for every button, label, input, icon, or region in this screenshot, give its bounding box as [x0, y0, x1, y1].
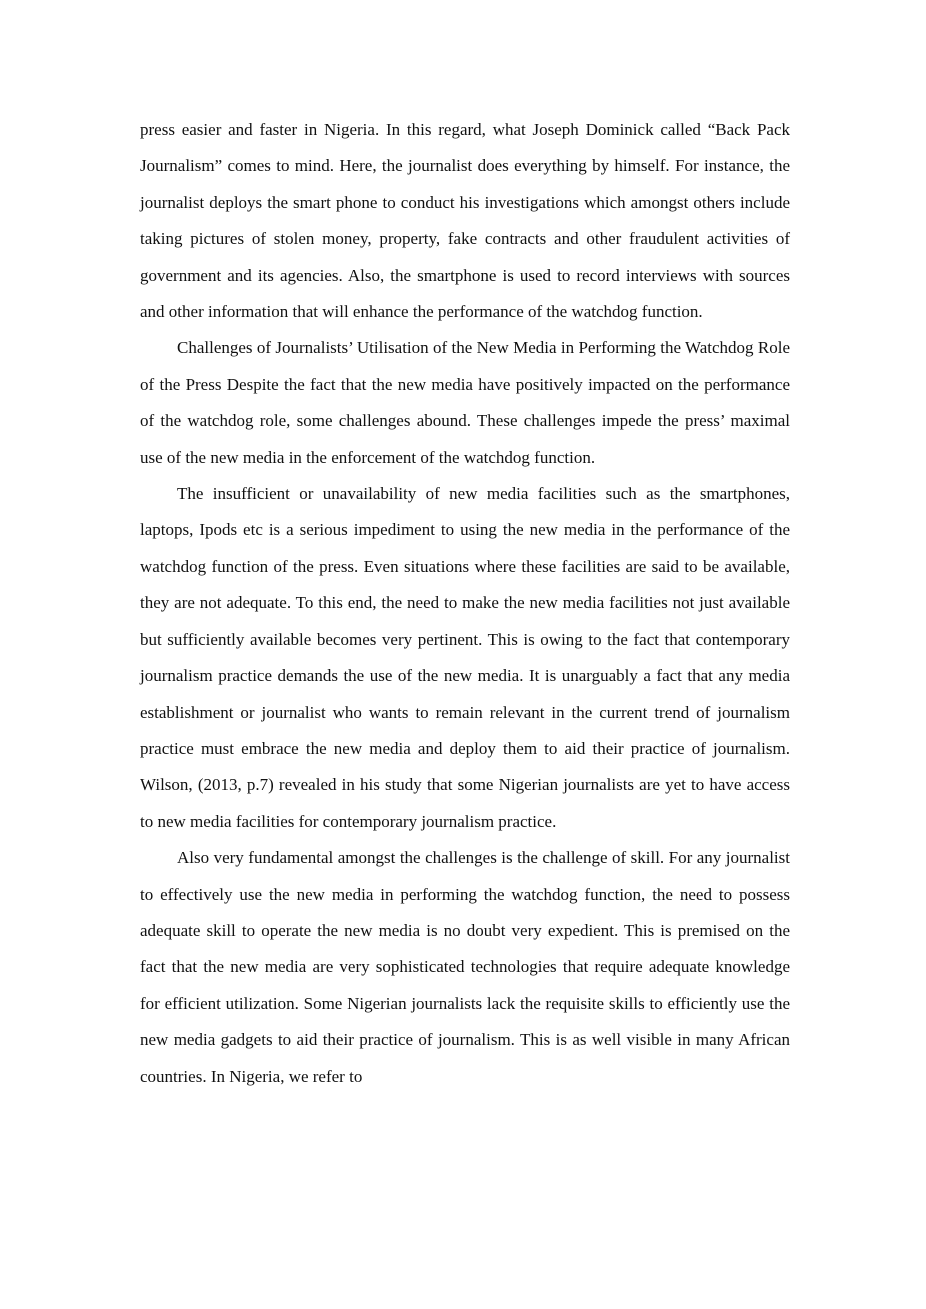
paragraph-skill-challenge: Also very fundamental amongst the challenges is the challenge of skill. For any journalist to effectively use the new media in performing the watchdog function, the need to possess adequate skill to operate the new media is no doubt very expedient. This is premised on the fact that the new media are very sophisticated technologies that require adequate knowledge for efficient utilization. Some Nigerian journalists lack the requisite skills to efficiently use the new media gadgets to aid their practice of journalism. This is as well visible in many African countries. In Nigeria, we refer to: [140, 848, 790, 1086]
paragraph-back-pack-journalism: press easier and faster in Nigeria. In this regard, what Joseph Dominick called “Back Pack Journalism” comes to mind. Here, the journalist does everything by himself. For instance, the journalist deploys the smart phone to conduct his investigations which amongst others include taking pictures of stolen money, property, fake contracts and other fraudulent activities of government and its agencies. Also, the smartphone is used to record interviews with sources and other information that will enhance the performance of the watchdog function.: [140, 120, 790, 322]
paragraph-challenges-intro: Challenges of Journalists’ Utilisation of the New Media in Performing the Watchdog Role of the Press Despite the fact that the new media have positively impacted on the performance of the watchdog role, some challenges abound. These challenges impede the press’ maximal use of the new media in the enforcement of the watchdog function.: [140, 338, 790, 467]
paragraph-facilities-challenge: The insufficient or unavailability of new media facilities such as the smartphones, laptops, Ipods etc is a serious impediment to using the new media in the performance of the watchdog function of the press. Even situations where these facilities are said to be available, they are not adequate. To this end, the need to make the new media facilities not just available but sufficiently available becomes very pertinent. This is owing to the fact that contemporary journalism practice demands the use of the new media. It is unarguably a fact that any media establishment or journalist who wants to remain relevant in the current trend of journalism practice must embrace the new media and deploy them to aid their practice of journalism. Wilson, (2013, p.7) revealed in his study that some Nigerian journalists are yet to have access to new media facilities for contemporary journalism practice.: [140, 484, 790, 831]
document-page: [140, 112, 790, 1095]
